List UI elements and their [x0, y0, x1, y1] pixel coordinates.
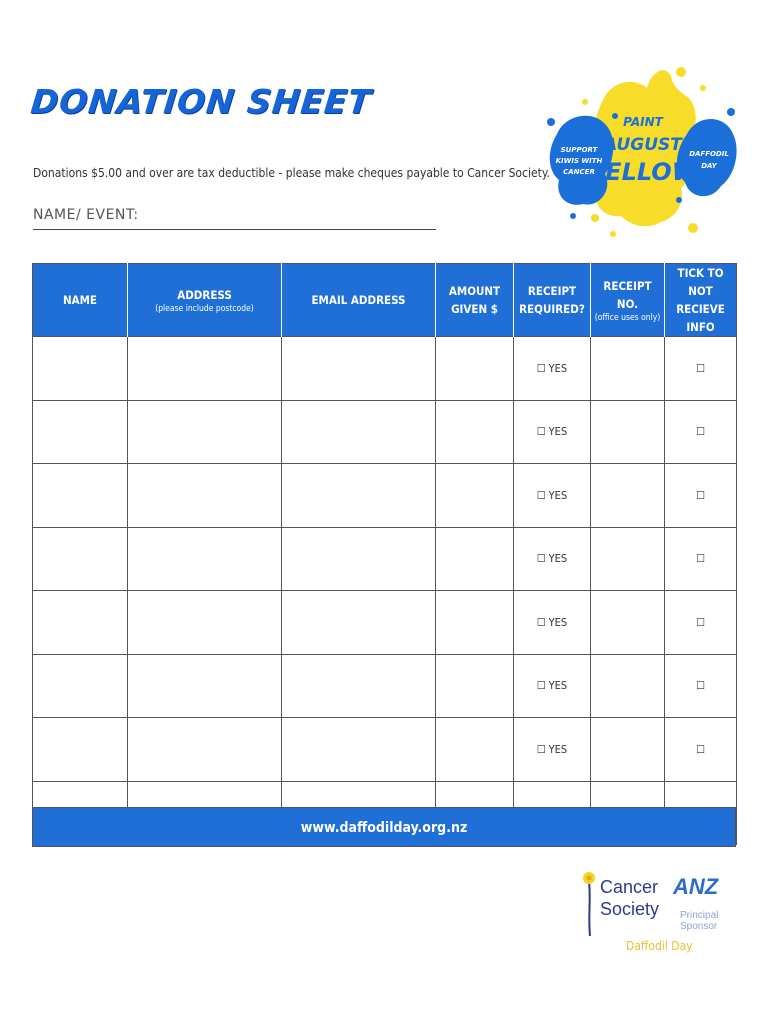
table-row: [33, 527, 737, 591]
footer-url[interactable]: www.daffodilday.org.nz: [300, 820, 468, 836]
header-name: NAME: [33, 264, 128, 337]
cell-email[interactable]: [282, 654, 436, 718]
cell-amount[interactable]: [436, 591, 514, 655]
receipt-yes-checkbox[interactable]: ☐: [536, 425, 546, 439]
cell-tick-no-info: [665, 400, 737, 464]
receipt-yes-checkbox[interactable]: ☐: [536, 361, 546, 375]
donation-rows: [33, 337, 737, 845]
cell-email[interactable]: [282, 527, 436, 591]
cell-address[interactable]: [128, 654, 282, 718]
cell-email[interactable]: [282, 718, 436, 782]
cell-name[interactable]: [33, 337, 128, 401]
paint-august-yellow-badge: [543, 58, 738, 248]
cell-receipt-no[interactable]: [591, 591, 665, 655]
cancer-society-logo: [600, 876, 659, 920]
header-address-sub: (please include postcode): [155, 303, 254, 314]
sponsor-logos: [578, 862, 738, 962]
receipt-yes-checkbox[interactable]: ☐: [536, 679, 546, 693]
cancer-society-line2: Society: [600, 899, 660, 919]
cell-address[interactable]: [128, 591, 282, 655]
badge-paint: PAINT: [623, 115, 663, 129]
header-receipt-1: RECEIPT: [527, 284, 577, 298]
cell-receipt-no[interactable]: [591, 654, 665, 718]
cell-name[interactable]: [33, 400, 128, 464]
badge-daffodil-2: DAY: [701, 162, 717, 170]
cell-name[interactable]: [33, 654, 128, 718]
cell-email[interactable]: [282, 591, 436, 655]
badge-daffodil-1: DAFFODIL: [689, 150, 729, 158]
table-row: [33, 337, 737, 401]
anz-logo: ANZ: [673, 874, 719, 899]
no-info-checkbox[interactable]: ☐: [696, 742, 705, 756]
receipt-yes-checkbox[interactable]: ☐: [536, 615, 546, 629]
cell-address[interactable]: [128, 337, 282, 401]
cell-receipt-required: [514, 400, 591, 464]
cell-tick-no-info: [665, 464, 737, 528]
header-amount-2: GIVEN $: [451, 302, 498, 316]
cell-tick-no-info: [665, 527, 737, 591]
cell-receipt-no[interactable]: [591, 527, 665, 591]
header-receipt-no-sub: (office uses only): [594, 312, 661, 323]
header-address-label: ADDRESS: [177, 287, 232, 302]
receipt-yes-checkbox[interactable]: ☐: [536, 488, 546, 502]
receipt-yes-label: YES: [548, 679, 568, 693]
table-row: [33, 400, 737, 464]
badge-august: AUGUST: [604, 135, 682, 155]
cell-amount[interactable]: [436, 337, 514, 401]
cell-tick-no-info: [665, 654, 737, 718]
cell-email[interactable]: [282, 400, 436, 464]
header-receipt-no: [591, 264, 665, 337]
header-address: [128, 264, 282, 337]
donation-table: [32, 263, 737, 845]
cell-receipt-no[interactable]: [591, 464, 665, 528]
cell-tick-no-info: [665, 718, 737, 782]
header-receipt-2: REQUIRED?: [519, 302, 585, 316]
cell-amount[interactable]: [436, 464, 514, 528]
name-event-field[interactable]: [33, 207, 436, 230]
no-info-checkbox[interactable]: ☐: [696, 679, 705, 693]
header-receipt-no-label: RECEIPT NO.: [603, 278, 652, 311]
cell-receipt-required: [514, 527, 591, 591]
cell-name[interactable]: [33, 527, 128, 591]
cell-amount[interactable]: [436, 654, 514, 718]
receipt-yes-label: YES: [548, 361, 568, 375]
cell-address[interactable]: [128, 464, 282, 528]
cell-name[interactable]: [33, 464, 128, 528]
badge-support-1: SUPPORT: [560, 146, 598, 154]
cell-amount[interactable]: [436, 400, 514, 464]
receipt-yes-label: YES: [548, 488, 568, 502]
receipt-yes-label: YES: [548, 425, 568, 439]
no-info-checkbox[interactable]: ☐: [696, 488, 705, 502]
cell-amount[interactable]: [436, 527, 514, 591]
cell-email[interactable]: [282, 464, 436, 528]
name-event-label: NAME/ EVENT:: [33, 207, 139, 223]
daffodil-day-label: Daffodil Day: [626, 939, 693, 953]
header-amount: [436, 264, 514, 337]
header-tick-1: TICK TO NOT: [677, 266, 724, 298]
table-row: [33, 591, 737, 655]
cell-receipt-required: [514, 591, 591, 655]
table-row: [33, 718, 737, 782]
header-tick-2: RECIEVE INFO: [676, 302, 725, 334]
cell-address[interactable]: [128, 527, 282, 591]
header-amount-1: AMOUNT: [448, 284, 501, 298]
table-row: [33, 464, 737, 528]
no-info-checkbox[interactable]: ☐: [696, 552, 705, 566]
receipt-yes-label: YES: [548, 552, 568, 566]
cell-email[interactable]: [282, 337, 436, 401]
cell-address[interactable]: [128, 718, 282, 782]
receipt-yes-label: YES: [548, 615, 568, 629]
principal-sponsor-label: Principal Sponsor: [680, 910, 719, 932]
table-header-row: [33, 264, 737, 337]
badge-support-2: KIWIS WITH: [555, 157, 603, 165]
cell-address[interactable]: [128, 400, 282, 464]
page-title: DONATION SHEET: [28, 82, 374, 121]
no-info-checkbox[interactable]: ☐: [696, 425, 705, 439]
receipt-yes-checkbox[interactable]: ☐: [536, 742, 546, 756]
cell-name[interactable]: [33, 718, 128, 782]
cell-receipt-required: [514, 718, 591, 782]
cell-receipt-no[interactable]: [591, 718, 665, 782]
tax-deductible-note: Donations $5.00 and over are tax deductible - please make cheques payable to Cancer Society.: [33, 166, 550, 180]
cell-tick-no-info: [665, 591, 737, 655]
table-row: [33, 654, 737, 718]
header-tick: [665, 264, 737, 337]
cell-name[interactable]: [33, 591, 128, 655]
cell-tick-no-info: [665, 337, 737, 401]
badge-support-3: CANCER: [563, 168, 595, 176]
receipt-yes-checkbox[interactable]: ☐: [536, 552, 546, 566]
header-receipt: [514, 264, 591, 337]
cell-amount[interactable]: [436, 718, 514, 782]
no-info-checkbox[interactable]: ☐: [696, 361, 705, 375]
receipt-yes-label: YES: [548, 742, 568, 756]
badge-yellow: YELLOW: [587, 158, 699, 186]
header-email: EMAIL ADDRESS: [282, 264, 436, 337]
footer-url-bar: [32, 807, 736, 847]
cell-receipt-required: [514, 337, 591, 401]
cell-receipt-required: [514, 464, 591, 528]
cell-receipt-no[interactable]: [591, 337, 665, 401]
cancer-society-line1: Cancer: [600, 877, 659, 897]
cell-receipt-no[interactable]: [591, 400, 665, 464]
cell-receipt-required: [514, 654, 591, 718]
no-info-checkbox[interactable]: ☐: [696, 615, 705, 629]
daffodil-icon: [578, 868, 600, 938]
